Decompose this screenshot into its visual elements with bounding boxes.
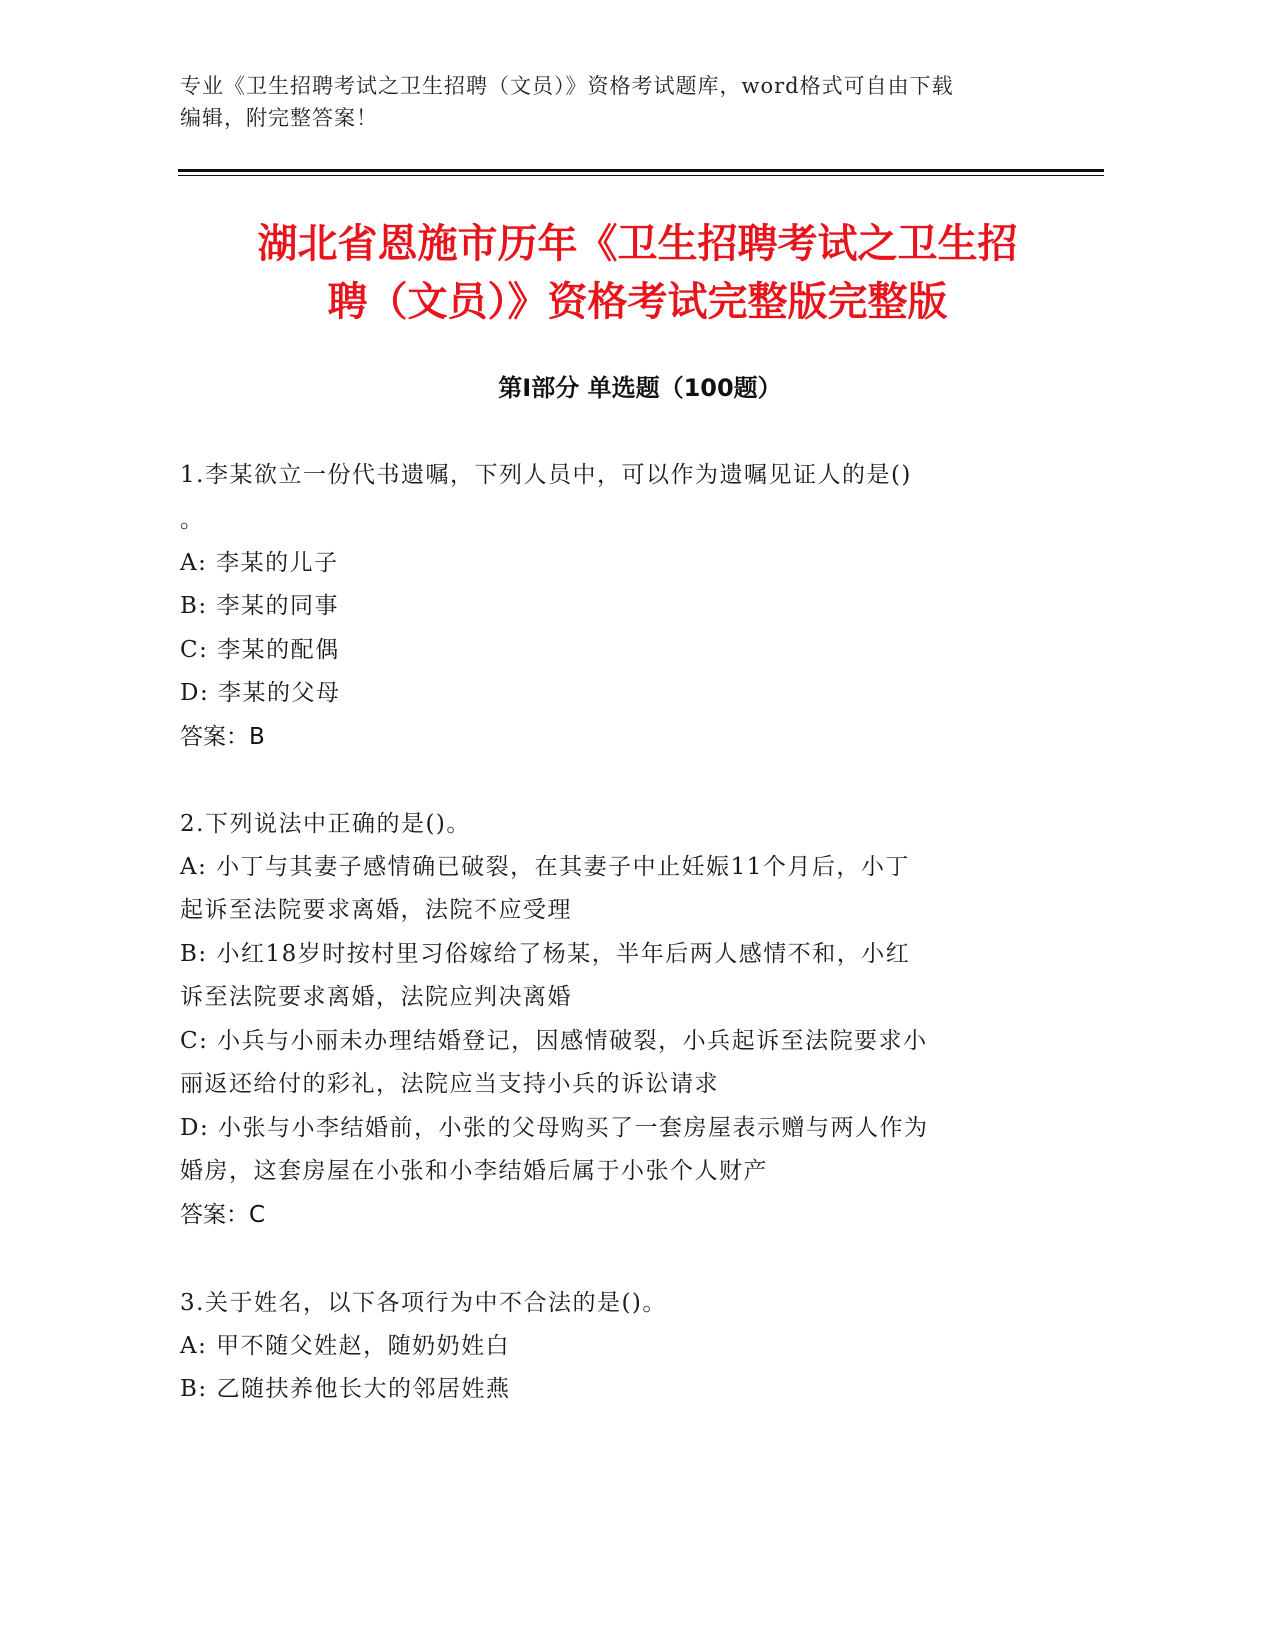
question-2-answer: 答案：C	[180, 1202, 266, 1228]
document-title	[140, 215, 1135, 331]
question-2-option-d-line-1: D: 小张与小李结婚前，小张的父母购买了一套房屋表示赠与两人作为	[180, 1115, 929, 1141]
question-2-option-a-line-1: A: 小丁与其妻子感情确已破裂，在其妻子中止妊娠11个月后，小丁	[180, 854, 910, 880]
header-note-line-1: 专业《卫生招聘考试之卫生招聘（文员）》资格考试题库，word格式可自由下载	[180, 74, 954, 98]
question-2-stem-line-1: 2.下列说法中正确的是()。	[180, 811, 471, 837]
section-title: 第Ⅰ部分 单选题（100题）	[498, 374, 782, 402]
header-note-line-2: 编辑，附完整答案！	[180, 106, 378, 130]
question-1-option-b: B: 李某的同事	[180, 593, 339, 619]
question-1-stem-line-2: 。	[180, 507, 205, 533]
header-note	[180, 70, 1100, 134]
question-3-option-a: A: 甲不随父姓赵，随奶奶姓白	[180, 1333, 511, 1359]
question-2-option-c-line-1: C: 小兵与小丽未办理结婚登记，因感情破裂，小兵起诉至法院要求小	[180, 1028, 928, 1054]
question-3-option-b: B: 乙随扶养他长大的邻居姓燕	[180, 1376, 511, 1402]
question-1-stem-line-1: 1.李某欲立一份代书遗嘱，下列人员中，可以作为遗嘱见证人的是()	[180, 462, 912, 488]
question-3-stem-line-1: 3.关于姓名，以下各项行为中不合法的是()。	[180, 1290, 667, 1316]
document-title-line-2: 聘（文员）》资格考试完整版完整版	[327, 279, 948, 325]
question-2-option-d-line-2: 婚房，这套房屋在小张和小李结婚后属于小张个人财产	[180, 1158, 768, 1184]
question-2-option-b-line-1: B: 小红18岁时按村里习俗嫁给了杨某，半年后两人感情不和，小红	[180, 941, 911, 967]
question-2-option-a-line-2: 起诉至法院要求离婚，法院不应受理	[180, 897, 572, 923]
question-1-answer: 答案：B	[180, 724, 265, 750]
header-rule-thin	[178, 175, 1104, 176]
document-title-line-1: 湖北省恩施市历年《卫生招聘考试之卫生招	[257, 221, 1018, 267]
question-2-option-c-line-2: 丽返还给付的彩礼，法院应当支持小兵的诉讼请求	[180, 1071, 719, 1097]
question-1-option-c: C: 李某的配偶	[180, 637, 340, 663]
question-2-option-b-line-2: 诉至法院要求离婚，法院应判决离婚	[180, 984, 572, 1010]
question-1-option-a: A: 李某的儿子	[180, 550, 339, 576]
question-1-option-d: D: 李某的父母	[180, 680, 341, 706]
header-rule-thick	[178, 169, 1104, 172]
